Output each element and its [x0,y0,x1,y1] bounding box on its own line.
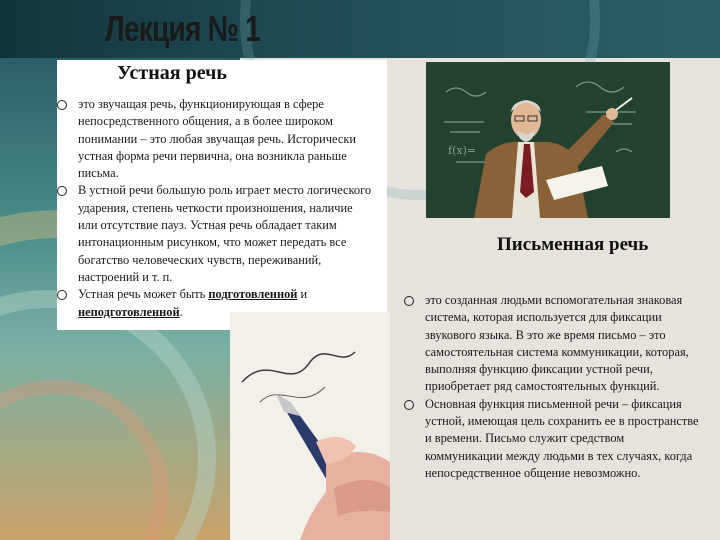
written-speech-heading: Письменная речь [497,234,649,255]
list-item-text: это звучащая речь, функционирующая в сфере непосредственного общения, а в более широком понимании – это любая звучащая речь. Исторически устная форма речи первична, она возникла раньше письма. [78,97,356,181]
list-item-text: Устная речь может быть [78,287,209,302]
svg-text:f(x)=: f(x)= [448,144,477,157]
list-item-text: и [297,287,308,302]
pen-writing-photo [230,312,390,540]
list-item-text: это созданная людьми вспомогательная знаковая система, которая используется для фиксации звукового языка. В это же время письмо – это самостоятельная система коммуникации, которая, выполняя функцию фиксации устной речи, приобретает ряд самостоятельных функций. [425,293,689,394]
unprepared-speech-link[interactable]: неподготовленной [78,304,180,319]
list-item [404,292,704,396]
circle-bullet-icon [404,400,414,410]
circle-bullet-icon [404,296,414,306]
circle-bullet-icon [57,290,67,300]
pen-hand-illustration [230,312,390,540]
teacher-illustration [426,62,670,218]
list-item-text: В устной речи большую роль играет место логического ударения, степень четкости произношения, наличие или отсутствие пауз. Устная речь обладает таким интонационным рисунком, что может передать все богатство человеческих чувств, переживаний, настроений и т. п. [78,183,372,284]
teacher-photo [426,62,670,218]
written-speech-text [404,292,704,482]
list-item [57,96,375,182]
prepared-speech-link[interactable]: подготовленной [208,287,298,302]
oral-speech-heading: Устная речь [117,62,227,84]
list-item [404,396,704,482]
circle-bullet-icon [57,186,67,196]
circle-bullet-icon [57,100,67,110]
written-speech-list [404,292,704,482]
oral-speech-list [57,96,375,321]
slide-title: Лекция № 1 [105,8,261,49]
list-item-text: Основная функция письменной речи – фиксация устной, имеющая цель сохранить ее в пространстве и времени. Письмо служит средством коммуникации между людьми в тех случаях, когда непосредственное общение невозможно. [425,396,699,480]
oral-speech-text [57,96,375,321]
list-item [57,182,375,286]
list-item-text: . [179,304,183,319]
